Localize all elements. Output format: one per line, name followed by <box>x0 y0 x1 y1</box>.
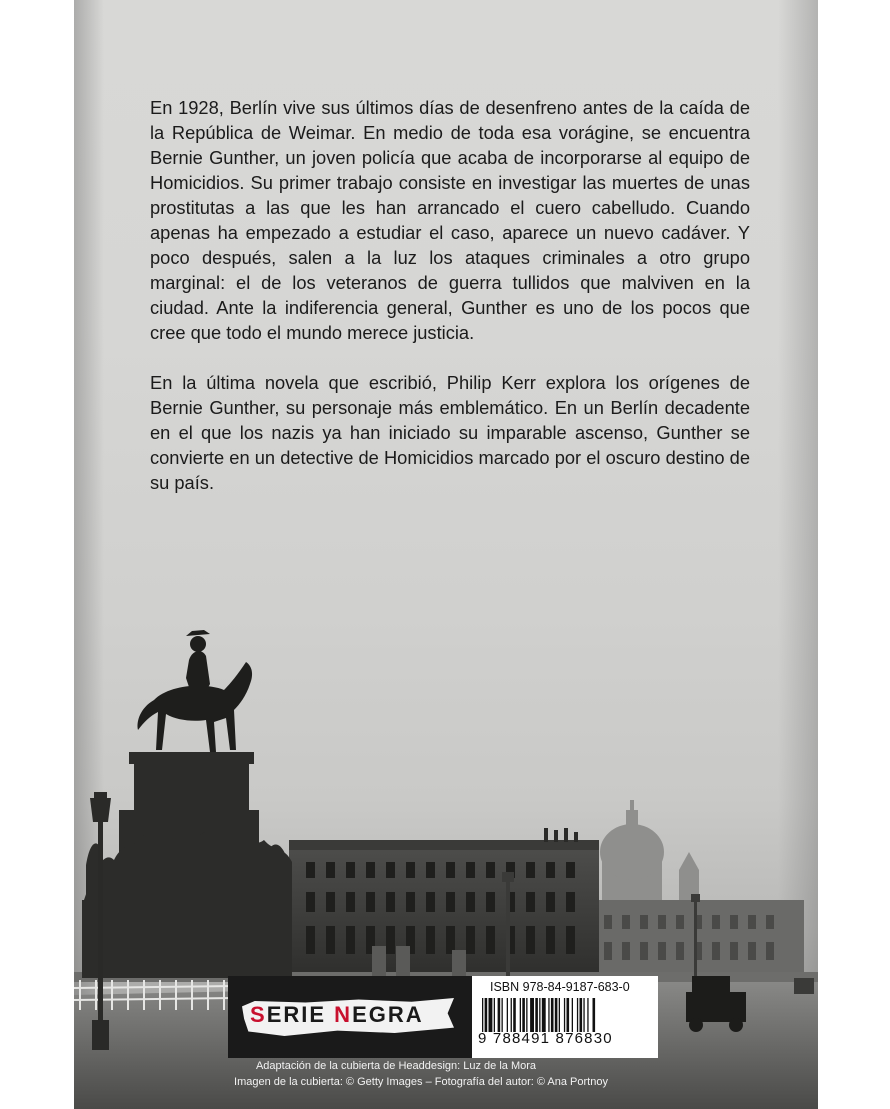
isbn-label: ISBN 978-84-9187-683-0 <box>490 980 630 994</box>
cover-credits <box>74 1058 818 1090</box>
credit-images: Imagen de la cubierta: © Getty Images – Fotografía del autor: © Ana Portnoy <box>234 1076 608 1088</box>
series-word1-rest: ERIE <box>266 1002 327 1027</box>
right-building <box>594 900 804 980</box>
monument <box>82 752 292 978</box>
barcode-icon <box>482 998 648 1032</box>
synopsis-paragraph-1: En 1928, Berlín vive sus últimos días de desenfreno antes de la caída de la República de Weimar. En medio de toda esa vorágine, se encuentra Bernie Gunther, un joven policía que acaba de incorporarse al equipo de Homicidios. Su primer trabajo consiste en investigar las muertes de unas prostitutas a las que les han arrancado el cuero cabelludo. Cuando apenas ha empezado a estudiar el caso, aparece un nuevo cadáver. Y poco después, salen a la luz los ataques criminales a otro grupo marginal: el de los veteranos de guerra tullidos que malviven en la ciudad. Ante la indiferencia general, Gunther es uno de los pocos que cree que todo el mundo merece justicia. <box>150 97 750 343</box>
equestrian-statue <box>138 630 253 752</box>
series-initial-n: N <box>334 1002 353 1027</box>
series-initial-s: S <box>250 1002 267 1027</box>
series-word2-rest: EGRA <box>352 1002 424 1027</box>
barcode-area <box>472 976 658 1058</box>
synopsis-text <box>150 95 750 495</box>
credit-design: Adaptación de la cubierta de Headdesign: Luz de la Mora <box>255 1060 537 1072</box>
bottom-info-panel <box>228 976 658 1058</box>
series-logo <box>228 976 472 1058</box>
barcode-number: 9 788491 876830 <box>478 1030 613 1047</box>
book-back-cover <box>74 0 818 1109</box>
synopsis-paragraph-2: En la última novela que escribió, Philip Kerr explora los orígenes de Bernie Gunther, su personaje más emblemático. En un Berlín decadente en el que los nazis ya han iniciado su imparable ascenso, Gunther se convierte en un detective de Homicidios marcado por el oscuro destino de su país. <box>150 372 750 493</box>
series-name <box>250 1002 450 1028</box>
distant-dome <box>600 800 699 910</box>
